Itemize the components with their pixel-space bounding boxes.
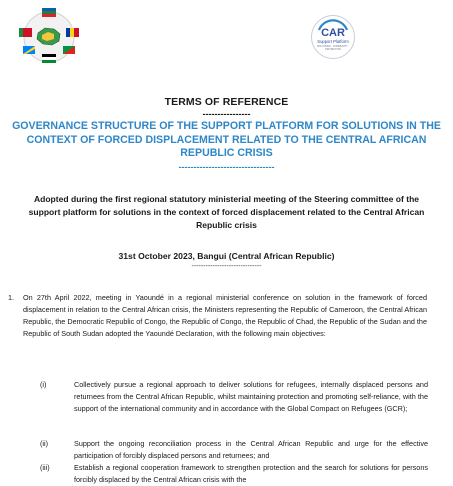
list-item bbox=[40, 462, 428, 485]
car-logo-subtext: Support Platform bbox=[317, 39, 349, 44]
list-item-text: Support the ongoing reconciliation process in the Central African Republic and urge for the effective participation of forcibly displaced persons and returnees; and bbox=[74, 439, 428, 461]
car-logo-tagline: SOLUTIONS · COMMUNITY · PROTECTION bbox=[316, 45, 350, 51]
title-rule: -------------------------------- bbox=[178, 162, 275, 172]
car-logo-text: CAR bbox=[321, 27, 345, 39]
list-item-numeral: (ii) bbox=[40, 439, 49, 448]
list-item-text: Establish a regional cooperation framework to strengthen protection and the search for solutions for persons forcibly displaced by the Central African crisis with the bbox=[74, 463, 428, 485]
document-title: GOVERNANCE STRUCTURE OF THE SUPPORT PLATFORM FOR SOLUTIONS IN THE CONTEXT OF FORCED DISPLACEMENT RELATED TO THE CENTRAL AFRICAN REPUBLIC CRISIS bbox=[12, 120, 441, 159]
date-rule: ------------------------------ bbox=[191, 263, 262, 270]
regional-flags-emblem-icon bbox=[18, 6, 80, 64]
heading-rule: ---------------- bbox=[202, 109, 251, 119]
date-location-line: 31st October 2023, Bangui (Central African Republic) bbox=[118, 251, 335, 261]
paragraph-number: 1. bbox=[8, 293, 15, 302]
document-heading: TERMS OF REFERENCE bbox=[164, 96, 289, 108]
adoption-statement: Adopted during the first regional statutory ministerial meeting of the Steering committee of the support platform for solutions in the context of forced displacement related to the Central African Republic crisis bbox=[28, 194, 425, 230]
paragraph-text: On 27th April 2022, meeting in Yaoundé in a regional ministerial conference on solution in the framework of forced displacement in relation to the Central African crisis, the Ministers representing the Republic of Cameroon, the Central African Republic, the Democratic Republic of Congo, the Republic of Congo, the Republic of Chad, the Republic of the Sudan and the Republic of South Sudan adopted the Yaoundé Declaration, with the following main objectives: bbox=[23, 293, 427, 339]
list-item-text: Collectively pursue a regional approach to deliver solutions for refugees, internally displaced persons and returnees from the Central African Republic, whilst maintaining protection and promoting self-reliance, with the support of the international community and in accordance with the Global Compact on Refugees (GCR); bbox=[74, 380, 428, 414]
paragraph-1 bbox=[8, 292, 427, 340]
car-support-platform-logo bbox=[310, 14, 356, 60]
list-item-numeral: (i) bbox=[40, 380, 47, 389]
list-item-numeral: (iii) bbox=[40, 463, 50, 472]
